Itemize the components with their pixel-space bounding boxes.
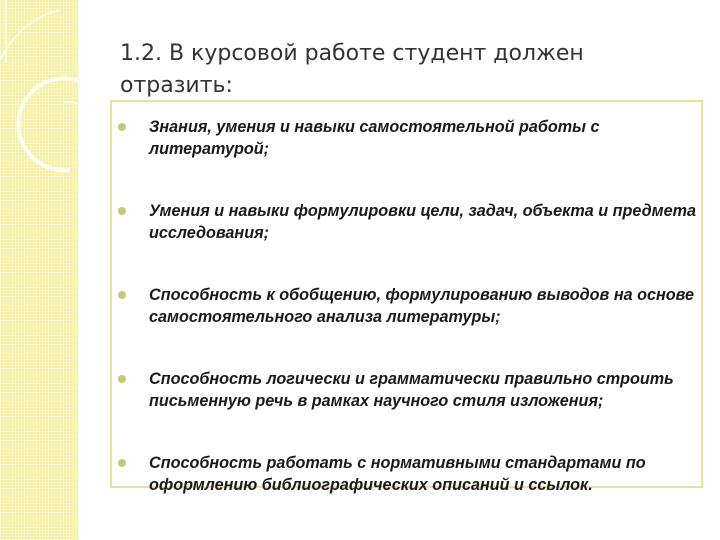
bullet-item	[118, 284, 698, 328]
slide-title: 1.2. В курсовой работе студент должен отразить:	[120, 41, 584, 98]
bullet-dot-icon	[118, 375, 126, 383]
bullet-text: Способность к обобщению, формулированию выводов на основе самостоятельного анализа литературы;	[149, 286, 695, 326]
bullet-text: Способность логически и грамматически правильно строить письменную речь в рамках научного стиля изложения;	[149, 370, 674, 410]
bullet-item	[118, 368, 698, 412]
bullet-list	[118, 116, 698, 496]
bullet-text: Способность работать с нормативными стандартами по оформлению библиографических описаний и ссылок.	[149, 454, 646, 494]
bullet-text: Знания, умения и навыки самостоятельной работы с литературой;	[149, 118, 600, 158]
bullet-item	[118, 116, 698, 160]
bullet-dot-icon	[118, 207, 126, 215]
bullet-item	[118, 200, 698, 244]
bullet-dot-icon	[118, 123, 126, 131]
bullet-text: Умения и навыки формулировки цели, задач, объекта и предмета исследования;	[149, 202, 697, 242]
decorative-circle-ornament	[0, 0, 120, 200]
bullet-dot-icon	[118, 459, 126, 467]
bullet-item	[118, 452, 698, 496]
bullet-dot-icon	[118, 291, 126, 299]
